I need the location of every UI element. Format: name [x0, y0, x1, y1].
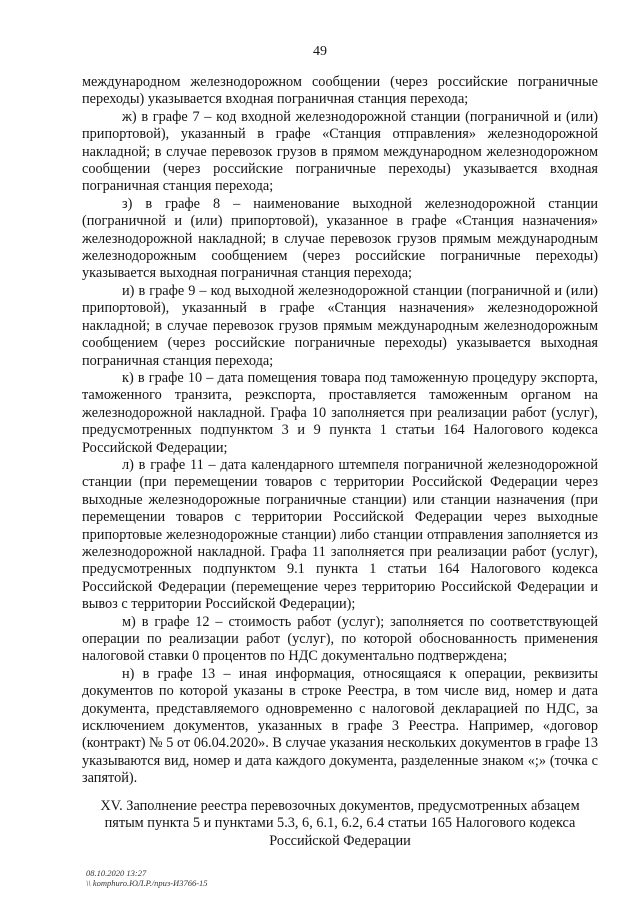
section-heading: XV. Заполнение реестра перевозочных документов, предусмотренных абзацем пятым пункта 5 и пунктами 5.3, 6, 6.1, 6.2, 6.4 статьи 165 Налогового кодекса Российской Федерации: [100, 798, 580, 849]
paragraph-item-l: л) в графе 11 – дата календарного штемпеля пограничной железнодорожной станции (при перемещении товаров с территории Российской Федерации через выходные железнодорожные пограничные станции) или станции назначения (при перемещении товаров с территории Российской Федерации через выходные припортовые железнодорожные станции) либо станции отправления заполняется из железнодорожной накладной. Графа 11 заполняется при реализации работ (услуг), предусмотренных подпунктом 9.1 пункта 1 статьи 164 Налогового кодекса Российской Федерации (перемещение через территорию Российской Федерации и вывоз с территории Российской Федерации);: [82, 456, 598, 613]
footer-file-path: \\ komphuro.ЮЛ.P./приз-И3766-15: [86, 878, 208, 888]
paragraph-item-i: и) в графе 9 – код выходной железнодорожной станции (пограничной и (или) припортовой), указанный в графе «Станция назначения» железнодорожной накладной; в случае перевозок грузов прямым международным железнодорожным сообщением (через российские пограничные переходы) указывается выходная пограничная станция перехода;: [82, 282, 598, 369]
paragraph-item-zh: ж) в графе 7 – код входной железнодорожной станции (пограничной и (или) припортовой), указанный в графе «Станция отправления» железнодорожной накладной; в случае перевозок грузов в прямом международном железнодорожном сообщении (через российские пограничные переходы) указывается входная пограничная станция перехода;: [82, 108, 598, 195]
page-number: 49: [313, 44, 327, 59]
paragraph-item-k: к) в графе 10 – дата помещения товара под таможенную процедуру экспорта, таможенного транзита, реэкспорта, проставляется таможенным органом на железнодорожной накладной. Графа 10 заполняется при реализации работ (услуг), предусмотренных подпунктом 3 и 9 пункта 1 статьи 164 Налогового кодекса Российской Федерации;: [82, 369, 598, 456]
paragraph-item-z: з) в графе 8 – наименование выходной железнодорожной станции (пограничной и (или) припортовой), указанное в графе «Станция назначения» железнодорожной накладной; в случае перевозок грузов прямым международным железнодорожным сообщением (через российские пограничные переходы) указывается выходная пограничная станция перехода;: [82, 195, 598, 282]
paragraph-item-n: н) в графе 13 – иная информация, относящаяся к операции, реквизиты документов по которой указаны в строке Реестра, в том числе вид, номер и дата документа, представляемого одновременно с налоговой декларацией по НДС, за исключением документов, указанных в графе 3 Реестра. Например, «договор (контракт) № 5 от 06.04.2020». В случае указания нескольких документов в графе 13 указываются вид, номер и дата каждого документа, разделенные знаком «;» (точка с запятой).: [82, 665, 598, 787]
footer-timestamp: 08.10.2020 13:27: [86, 868, 147, 878]
paragraph-item-m: м) в графе 12 – стоимость работ (услуг); заполняется по соответствующей операции по реализации работ (услуг), по которой обоснованность применения налоговой ставки 0 процентов по НДС документально подтверждена;: [82, 613, 598, 665]
footer-stamp: [86, 868, 208, 888]
paragraph-continuation: международном железнодорожном сообщении (через российские пограничные переходы) указывается входная пограничная станция перехода;: [82, 74, 598, 108]
document-body: [82, 74, 598, 788]
